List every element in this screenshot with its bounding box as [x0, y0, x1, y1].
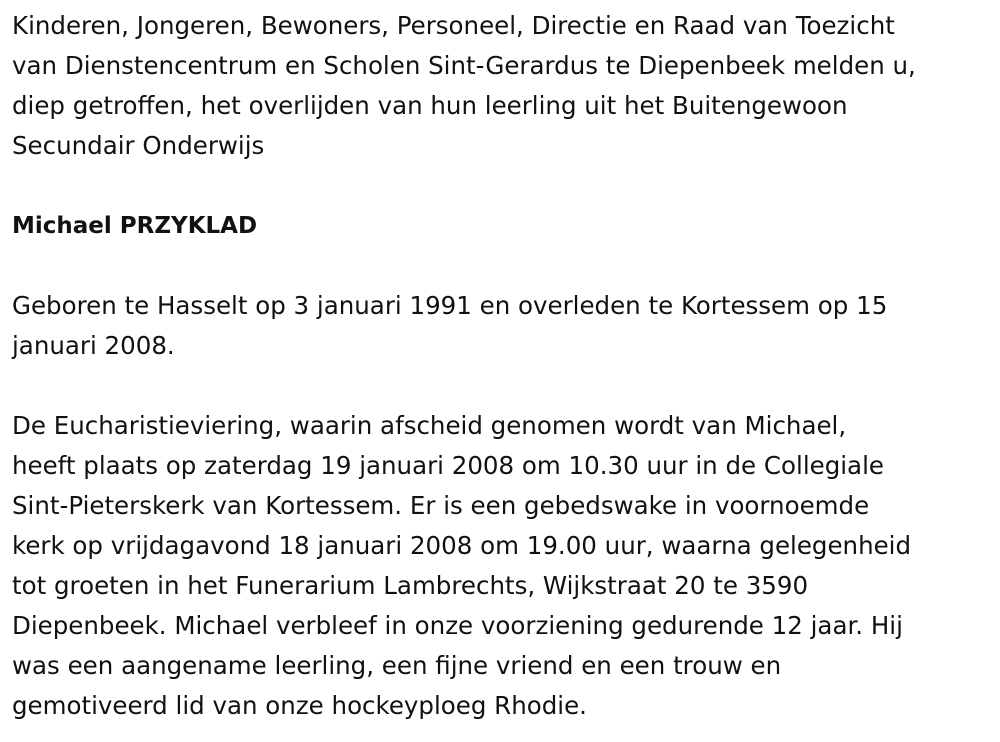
paragraph-spacer [12, 166, 988, 206]
ceremony-paragraph [12, 406, 988, 726]
text-line: diep getroffen, het overlijden van hun leerling uit het Buitengewoon [12, 91, 848, 120]
text-line: Sint-Pieterskerk van Kortessem. Er is een gebedswake in voornoemde [12, 491, 870, 520]
intro-paragraph [12, 6, 988, 166]
text-line: Diepenbeek. Michael verbleef in onze voorziening gedurende 12 jaar. Hij [12, 611, 903, 640]
text-line: was een aangename leerling, een fijne vriend en een trouw en [12, 651, 782, 680]
text-line: van Dienstencentrum en Scholen Sint-Gerardus te Diepenbeek melden u, [12, 51, 916, 80]
deceased-name: Michael PRZYKLAD [12, 213, 258, 239]
birth-death-paragraph [12, 286, 988, 366]
paragraph-spacer [12, 366, 988, 406]
text-line: januari 2008. [12, 331, 175, 360]
text-line: De Eucharistieviering, waarin afscheid genomen wordt van Michael, [12, 411, 847, 440]
text-line: kerk op vrijdagavond 18 januari 2008 om 19.00 uur, waarna gelegenheid [12, 531, 912, 560]
text-line: tot groeten in het Funerarium Lambrechts, Wijkstraat 20 te 3590 [12, 571, 809, 600]
text-line: Kinderen, Jongeren, Bewoners, Personeel, Directie en Raad van Toezicht [12, 11, 895, 40]
paragraph-spacer [12, 246, 988, 286]
text-line: gemotiveerd lid van onze hockeyploeg Rhodie. [12, 691, 587, 720]
text-line: Geboren te Hasselt op 3 januari 1991 en overleden te Kortessem op 15 [12, 291, 888, 320]
text-line: heeft plaats op zaterdag 19 januari 2008 om 10.30 uur in de Collegiale [12, 451, 884, 480]
text-line: Secundair Onderwijs [12, 131, 265, 160]
